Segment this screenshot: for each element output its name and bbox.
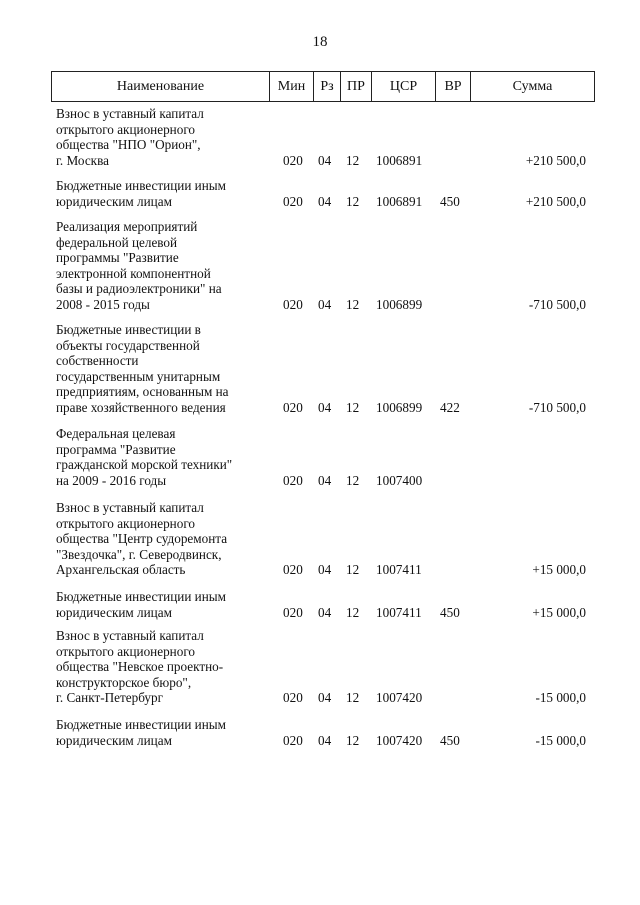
row-csr: 1007420	[376, 690, 423, 705]
page-number: 18	[312, 34, 328, 50]
row-name-line: Взнос в уставный капитал	[56, 500, 204, 515]
row-name-line: юридическим лицам	[56, 732, 172, 748]
row-name-line: открытого акционерного	[56, 121, 195, 137]
row-name-line: юридическим лицам	[56, 193, 172, 209]
row-name	[56, 426, 264, 488]
row-name-line: программа "Развитие	[56, 441, 176, 457]
row-csr: 1006891	[376, 193, 423, 209]
row-rz: 04	[318, 399, 332, 415]
row-name	[56, 500, 264, 578]
row-name-line: федеральной целевой	[56, 234, 178, 250]
row-pr: 12	[346, 193, 360, 209]
row-name	[56, 322, 264, 415]
row-name	[56, 628, 264, 706]
row-name	[56, 589, 264, 620]
row-name-line: юридическим лицам	[56, 604, 172, 620]
row-sum: +15 000,0	[532, 604, 586, 620]
row-pr: 12	[346, 690, 360, 705]
row-pr: 12	[346, 604, 360, 620]
row-rz: 04	[318, 296, 332, 312]
row-rz: 04	[318, 604, 332, 620]
row-min: 020	[283, 604, 303, 620]
header-min: Мин	[269, 72, 313, 101]
header-csr: ЦСР	[371, 72, 435, 101]
row-min: 020	[283, 732, 303, 748]
row-sum: +15 000,0	[532, 562, 586, 577]
row-name-line: праве хозяйственного ведения	[56, 399, 226, 415]
row-name-line: базы и радиоэлектроники" на	[56, 281, 222, 296]
row-name-line: Взнос в уставный капитал	[56, 106, 204, 121]
row-csr: 1006899	[376, 399, 423, 415]
row-rz: 04	[318, 472, 332, 488]
row-name-line: Бюджетные инвестиции иным	[56, 589, 226, 604]
row-name-line: государственным унитарным	[56, 368, 221, 384]
row-name-line: гражданской морской техники"	[56, 457, 233, 472]
row-name-line: Взнос в уставный капитал	[56, 628, 204, 643]
row-csr: 1007411	[376, 604, 422, 620]
row-name-line: Бюджетные инвестиции иным	[56, 178, 226, 193]
row-sum: -15 000,0	[535, 732, 586, 748]
row-csr: 1006899	[376, 296, 423, 312]
row-csr: 1006891	[376, 152, 423, 168]
row-min: 020	[283, 193, 303, 209]
row-sum: +210 500,0	[525, 193, 586, 209]
row-name-line: Бюджетные инвестиции иным	[56, 717, 226, 732]
header-name: Наименование	[116, 79, 205, 94]
row-rz: 04	[318, 732, 332, 748]
row-pr: 12	[346, 296, 360, 312]
row-pr: 12	[346, 732, 360, 748]
row-sum: -710 500,0	[528, 399, 586, 415]
row-pr: 12	[346, 562, 360, 577]
row-name-line: предприятиям, основанным на	[56, 384, 229, 399]
row-min: 020	[283, 472, 303, 488]
row-name-line: программы "Развитие	[56, 250, 179, 265]
row-name-line: Архангельская область	[56, 562, 186, 577]
row-name-line: г. Санкт-Петербург	[56, 690, 163, 705]
row-csr: 1007411	[376, 562, 422, 577]
header-pr: ПР	[340, 72, 371, 101]
row-name-line: на 2009 - 2016 годы	[56, 472, 167, 488]
row-name-line: объекты государственной	[56, 337, 200, 353]
row-name-line: электронной компонентной	[56, 265, 211, 281]
row-name-line: 2008 - 2015 годы	[56, 296, 150, 312]
row-name-line: общества "Центр судоремонта	[56, 531, 228, 546]
row-pr: 12	[346, 472, 360, 488]
row-rz: 04	[318, 152, 332, 168]
row-pr: 12	[346, 399, 360, 415]
row-sum: +210 500,0	[525, 152, 586, 168]
row-rz: 04	[318, 193, 332, 209]
row-name-line: конструкторское бюро",	[56, 674, 192, 690]
row-name	[56, 178, 264, 209]
row-name-line: общества "НПО "Орион",	[56, 137, 201, 152]
row-rz: 04	[318, 562, 332, 577]
header-vr: ВР	[435, 72, 470, 101]
row-csr: 1007400	[376, 472, 423, 488]
row-sum: -15 000,0	[535, 690, 586, 705]
row-min: 020	[283, 690, 303, 705]
row-name-line: Реализация мероприятий	[56, 219, 198, 234]
row-name	[56, 219, 264, 312]
row-name-line: "Звездочка", г. Северодвинск,	[56, 546, 222, 562]
row-name-line: Федеральная целевая	[56, 426, 176, 441]
row-name-line: открытого акционерного	[56, 515, 195, 531]
row-name-line: открытого акционерного	[56, 643, 195, 659]
row-min: 020	[283, 296, 303, 312]
row-name-line: Бюджетные инвестиции в	[56, 322, 201, 337]
row-name-line: собственности	[56, 353, 139, 368]
row-name	[56, 717, 264, 748]
row-vr: 422	[440, 399, 460, 415]
row-rz: 04	[318, 690, 332, 705]
header-sum: Сумма	[470, 72, 594, 101]
row-vr: 450	[440, 193, 460, 209]
table-header	[51, 71, 595, 102]
row-min: 020	[283, 152, 303, 168]
row-vr: 450	[440, 732, 460, 748]
row-name-line: общества "Невское проектно-	[56, 659, 224, 674]
row-csr: 1007420	[376, 732, 423, 748]
row-sum: -710 500,0	[528, 296, 586, 312]
row-min: 020	[283, 562, 303, 577]
header-rz: Рз	[313, 72, 340, 101]
row-pr: 12	[346, 152, 360, 168]
row-min: 020	[283, 399, 303, 415]
row-vr: 450	[440, 604, 460, 620]
row-name-line: г. Москва	[56, 152, 109, 168]
row-name	[56, 106, 264, 168]
